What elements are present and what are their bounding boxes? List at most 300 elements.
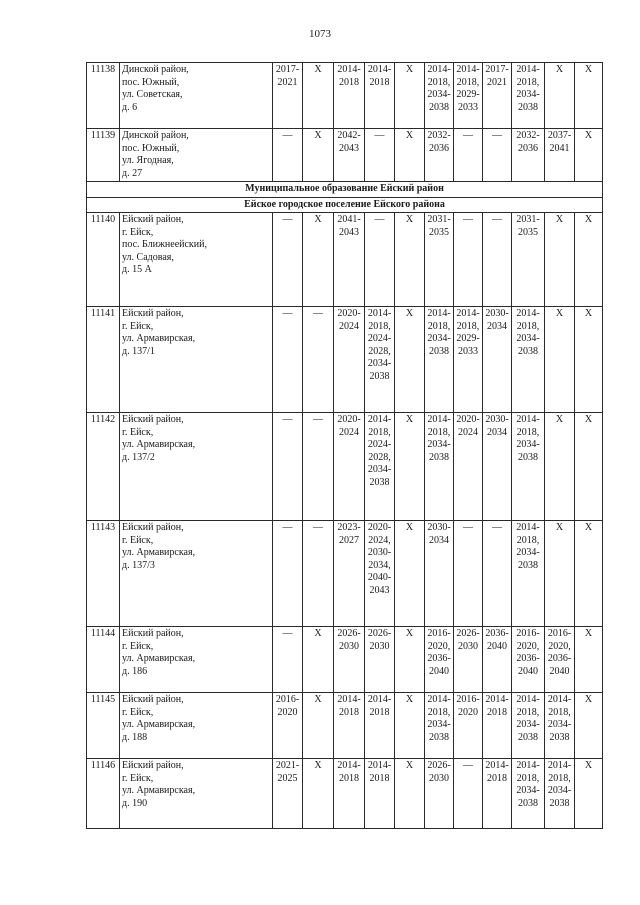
table-body-bottom — [87, 213, 603, 829]
record-number: 11142 — [87, 413, 120, 521]
period-cell — [365, 63, 395, 129]
period-cell — [575, 759, 603, 829]
period-line: 2017- — [485, 64, 509, 75]
period-cell — [395, 693, 425, 759]
period-cell — [454, 521, 483, 627]
address-cell — [120, 521, 273, 627]
address-line: д. 190 — [122, 797, 148, 809]
period-cell — [365, 129, 395, 182]
period-line: 2020 — [277, 706, 298, 718]
period-cell — [303, 213, 334, 307]
period-line: 2038 — [549, 797, 570, 809]
period-cell — [334, 521, 365, 627]
period-cell — [454, 413, 483, 521]
address-cell — [120, 759, 273, 829]
period-cell — [454, 307, 483, 413]
period-line: 2014- — [427, 414, 451, 425]
period-line: 2034- — [516, 785, 540, 796]
period-line: 2034- — [547, 719, 572, 730]
period-line: 2014- — [516, 694, 540, 705]
period-line: Х — [584, 308, 593, 319]
period-line: — — [463, 214, 473, 225]
period-cell — [454, 213, 483, 307]
period-line: 2034- — [367, 358, 392, 369]
period-cell — [334, 307, 365, 413]
period-cell — [512, 521, 545, 627]
period-line: 2018, — [368, 320, 391, 332]
period-line: Х — [314, 760, 322, 771]
period-line: 2043 — [339, 142, 359, 154]
period-cell — [273, 413, 303, 521]
period-line: 2018, — [516, 706, 540, 718]
address-line: ул. Армавирская, — [122, 653, 196, 664]
period-line: 2034 — [487, 426, 507, 438]
period-line: Х — [584, 522, 593, 533]
address-line: д. 137/1 — [122, 345, 155, 357]
period-line: 2018, — [427, 426, 451, 438]
period-line: 2024, — [368, 534, 391, 546]
period-cell — [454, 693, 483, 759]
period-line: Х — [314, 64, 322, 75]
period-cell — [425, 63, 454, 129]
period-line: — — [282, 308, 293, 319]
period-line: 2014- — [456, 308, 480, 319]
period-line: 2018 — [369, 772, 390, 784]
period-cell — [575, 129, 603, 182]
period-line: 2017- — [275, 64, 300, 75]
period-line: 2029- — [456, 333, 480, 344]
period-line: Х — [405, 522, 414, 533]
table-row — [87, 627, 603, 693]
table-row — [87, 129, 603, 182]
period-cell — [273, 521, 303, 627]
record-number: 11138 — [87, 63, 120, 129]
page-number: 1073 — [309, 28, 331, 40]
section-headers — [87, 182, 603, 213]
period-line: Х — [584, 628, 593, 639]
period-cell — [365, 759, 395, 829]
period-line: 2014- — [547, 760, 572, 771]
address-line: ул. Армавирская, — [122, 547, 196, 558]
address-cell — [120, 627, 273, 693]
period-cell — [303, 413, 334, 521]
period-line: 2014- — [516, 760, 540, 771]
period-line: 2032- — [427, 130, 451, 141]
period-line: Х — [405, 628, 414, 639]
period-line: 2024- — [367, 439, 392, 450]
period-line: 2024 — [458, 426, 478, 438]
period-line: 2016- — [547, 628, 572, 639]
record-number: 11144 — [87, 627, 120, 693]
period-cell — [395, 759, 425, 829]
period-cell — [303, 63, 334, 129]
address-line: г. Ейск, — [122, 320, 154, 332]
period-line: 2026- — [456, 628, 480, 639]
period-cell — [273, 759, 303, 829]
record-number: 11139 — [87, 129, 120, 182]
table-row — [87, 307, 603, 413]
period-cell — [545, 413, 575, 521]
period-line: 2031- — [427, 214, 451, 225]
period-cell — [512, 627, 545, 693]
period-line: — — [282, 628, 293, 639]
period-line: 2035 — [518, 226, 538, 238]
period-line: 2038 — [429, 345, 449, 357]
period-cell — [512, 693, 545, 759]
period-line: 2030- — [367, 547, 392, 558]
period-line: 2040 — [549, 665, 570, 677]
period-line: 2036- — [547, 653, 572, 664]
period-line: 2025 — [277, 772, 298, 784]
address-cell — [120, 129, 273, 182]
period-line: 2030 — [339, 640, 359, 652]
period-line: 2020- — [456, 414, 480, 425]
table-body-top — [87, 63, 603, 182]
table-row — [87, 63, 603, 129]
period-cell — [512, 63, 545, 129]
period-line: — — [313, 414, 323, 425]
address-line: ул. Советская, — [122, 89, 183, 100]
address-line: Динской район, — [122, 64, 189, 75]
period-cell — [512, 413, 545, 521]
period-line: 2018, — [427, 706, 451, 718]
address-line: ул. Армавирская, — [122, 439, 196, 450]
period-cell — [334, 63, 365, 129]
period-line: 2018, — [516, 772, 540, 784]
period-line: — — [282, 414, 293, 425]
period-line: 2034- — [516, 333, 540, 344]
period-line: 2040 — [518, 665, 538, 677]
period-line: — — [313, 308, 323, 319]
period-line: 2040 — [429, 665, 449, 677]
period-line: 2018 — [487, 772, 507, 784]
period-line: 2018, — [427, 320, 451, 332]
period-line: 2033 — [458, 345, 478, 357]
period-line: 2014- — [427, 308, 451, 319]
table-row — [87, 521, 603, 627]
period-cell — [483, 627, 512, 693]
period-line: 2026- — [337, 628, 361, 639]
period-line: 2016- — [516, 628, 540, 639]
period-line: 2034 — [429, 534, 449, 546]
period-line: 2038 — [369, 476, 390, 488]
period-line: Х — [555, 214, 564, 225]
period-line: 2018, — [548, 706, 571, 718]
period-line: 2014- — [427, 64, 451, 75]
period-line: 2038 — [369, 370, 390, 382]
period-line: 2038 — [518, 451, 538, 463]
period-cell — [395, 627, 425, 693]
period-line: Х — [584, 130, 593, 141]
period-line: 2030- — [427, 522, 451, 533]
period-line: 2014- — [367, 694, 392, 705]
period-line: 2024 — [339, 426, 359, 438]
table-row — [87, 213, 603, 307]
address-line: д. 27 — [122, 167, 143, 179]
address-line: Ейский район, — [122, 522, 184, 533]
period-line: 2020, — [427, 640, 451, 652]
period-line: 2014- — [516, 64, 540, 75]
period-line: 2014- — [547, 694, 572, 705]
period-cell — [545, 521, 575, 627]
period-cell — [425, 129, 454, 182]
address-cell — [120, 413, 273, 521]
period-cell — [512, 759, 545, 829]
period-cell — [273, 129, 303, 182]
period-cell — [512, 307, 545, 413]
register-table — [86, 62, 603, 829]
period-line: 2014- — [516, 522, 540, 533]
period-cell — [545, 627, 575, 693]
period-line: 2028, — [368, 345, 391, 357]
period-cell — [303, 627, 334, 693]
address-line: д. 137/2 — [122, 451, 155, 463]
period-cell — [425, 307, 454, 413]
address-line: Ейский район, — [122, 414, 184, 425]
table-row — [87, 759, 603, 829]
period-line: — — [282, 214, 293, 225]
period-line: — — [492, 130, 502, 141]
period-cell — [425, 413, 454, 521]
period-cell — [365, 413, 395, 521]
period-line: Х — [314, 694, 322, 705]
period-cell — [575, 413, 603, 521]
period-line: 2026- — [367, 628, 392, 639]
period-line: 2023- — [337, 522, 361, 533]
period-line: 2014- — [337, 64, 361, 75]
section-title-settlement: Ейское городское поселение Ейского района — [87, 197, 603, 213]
period-line: 2034, — [368, 559, 391, 571]
period-line: Х — [555, 522, 564, 533]
period-line: 2018, — [516, 76, 540, 88]
period-cell — [575, 521, 603, 627]
address-line: Ейский район, — [122, 308, 184, 319]
address-line: ул. Армавирская, — [122, 333, 196, 344]
period-line: 2038 — [429, 101, 449, 113]
record-number: 11143 — [87, 521, 120, 627]
period-line: 2020- — [337, 414, 361, 425]
period-line: — — [463, 522, 473, 533]
period-line: 2018 — [369, 706, 390, 718]
address-line: Ейский район, — [122, 214, 184, 225]
period-cell — [454, 63, 483, 129]
period-line: 2043 — [339, 226, 359, 238]
period-line: 2014- — [367, 64, 392, 75]
period-line: Х — [314, 214, 322, 225]
period-line: 2034- — [516, 89, 540, 100]
period-line: 2014- — [485, 760, 509, 771]
period-cell — [545, 693, 575, 759]
period-line: 2020 — [458, 706, 478, 718]
period-cell — [395, 413, 425, 521]
period-cell — [303, 693, 334, 759]
period-cell — [395, 307, 425, 413]
period-line: 2014- — [427, 694, 451, 705]
period-line: 2040 — [487, 640, 507, 652]
period-line: 2030- — [485, 308, 509, 319]
period-line: 2018, — [456, 320, 480, 332]
period-line: 2014- — [516, 414, 540, 425]
period-line: Х — [405, 308, 414, 319]
period-line: Х — [584, 414, 593, 425]
period-cell — [512, 129, 545, 182]
period-line: 2036- — [516, 653, 540, 664]
period-line: 2027 — [339, 534, 359, 546]
period-cell — [334, 213, 365, 307]
address-line: д. 137/3 — [122, 559, 155, 571]
period-cell — [545, 759, 575, 829]
period-line: — — [492, 214, 502, 225]
address-line: г. Ейск, — [122, 640, 154, 652]
period-line: 2018 — [339, 76, 359, 88]
period-line: Х — [555, 64, 564, 75]
period-line: 2014- — [367, 414, 392, 425]
period-cell — [273, 307, 303, 413]
period-line: 2020- — [367, 522, 392, 533]
record-number: 11146 — [87, 759, 120, 829]
period-cell — [303, 307, 334, 413]
period-line: 2034- — [427, 333, 451, 344]
period-cell — [365, 627, 395, 693]
period-cell — [334, 693, 365, 759]
period-cell — [512, 213, 545, 307]
period-line: — — [374, 214, 385, 225]
address-line: г. Ейск, — [122, 534, 154, 546]
period-cell — [273, 693, 303, 759]
period-cell — [545, 213, 575, 307]
address-line: Ейский район, — [122, 760, 184, 771]
period-cell — [334, 413, 365, 521]
table-row — [87, 413, 603, 521]
period-line: Х — [405, 414, 414, 425]
period-line: 2043 — [369, 584, 390, 596]
period-cell — [454, 759, 483, 829]
period-cell — [545, 307, 575, 413]
period-cell — [425, 627, 454, 693]
period-line: 2034- — [427, 89, 451, 100]
period-line: 2018, — [516, 426, 540, 438]
period-cell — [575, 63, 603, 129]
period-cell — [545, 129, 575, 182]
period-cell — [575, 307, 603, 413]
period-line: 2034- — [427, 719, 451, 730]
period-line: — — [282, 130, 293, 141]
period-line: Х — [314, 130, 322, 141]
period-line: Х — [555, 414, 564, 425]
period-line: 2041- — [337, 214, 361, 225]
address-cell — [120, 213, 273, 307]
section-row-settlement — [87, 197, 603, 213]
address-line: ул. Армавирская, — [122, 785, 196, 796]
period-cell — [575, 693, 603, 759]
period-cell — [334, 627, 365, 693]
period-cell — [273, 213, 303, 307]
period-line: 2024 — [339, 320, 359, 332]
address-cell — [120, 63, 273, 129]
period-line: 2030 — [429, 772, 449, 784]
address-line: Динской район, — [122, 130, 189, 141]
period-line: 2016- — [456, 694, 480, 705]
period-line: 2018, — [516, 534, 540, 546]
period-line: 2021 — [277, 76, 298, 88]
period-line: 2014- — [485, 694, 509, 705]
period-line: 2021 — [487, 76, 507, 88]
period-line: 2020, — [548, 640, 571, 652]
period-line: 2018, — [368, 426, 391, 438]
section-row-municipal — [87, 182, 603, 198]
period-line: 2030- — [485, 414, 509, 425]
period-line: 2018 — [339, 706, 359, 718]
period-line: 2038 — [518, 345, 538, 357]
period-line: 2038 — [549, 731, 570, 743]
period-line: 2036 — [429, 142, 449, 154]
address-line: ул. Армавирская, — [122, 719, 196, 730]
period-line: 2036 — [518, 142, 538, 154]
period-line: 2034- — [367, 464, 392, 475]
period-line: 2014- — [516, 308, 540, 319]
period-line: 2024- — [367, 333, 392, 344]
period-line: 2034- — [516, 439, 540, 450]
period-cell — [273, 627, 303, 693]
period-line: Х — [405, 694, 414, 705]
period-cell — [365, 693, 395, 759]
period-cell — [575, 213, 603, 307]
period-line: 2036- — [485, 628, 509, 639]
period-cell — [365, 213, 395, 307]
period-line: 2030 — [458, 640, 478, 652]
period-line: 2035 — [429, 226, 449, 238]
period-line: 2018 — [369, 76, 390, 88]
period-line: Х — [584, 760, 593, 771]
period-line: 2014- — [337, 694, 361, 705]
period-cell — [454, 129, 483, 182]
period-cell — [575, 627, 603, 693]
address-cell — [120, 693, 273, 759]
period-cell — [425, 213, 454, 307]
record-number: 11141 — [87, 307, 120, 413]
period-line: 2034- — [516, 719, 540, 730]
address-line: ул. Садовая, — [122, 251, 174, 263]
period-cell — [303, 129, 334, 182]
period-line: 2034- — [547, 785, 572, 796]
period-line: 2040- — [367, 572, 392, 583]
address-line: г. Ейск, — [122, 226, 154, 238]
period-line: 2031- — [516, 214, 540, 225]
period-line: — — [374, 130, 385, 141]
period-cell — [303, 521, 334, 627]
address-line: д. 6 — [122, 101, 138, 113]
period-cell — [395, 521, 425, 627]
period-cell — [365, 307, 395, 413]
period-line: Х — [405, 214, 414, 225]
period-line: 2026- — [427, 760, 451, 771]
period-line: 2038 — [429, 731, 449, 743]
address-line: пос. Южный, — [122, 76, 180, 88]
table-row — [87, 693, 603, 759]
period-line: 2018, — [516, 320, 540, 332]
period-cell — [395, 213, 425, 307]
period-cell — [483, 213, 512, 307]
address-line: д. 186 — [122, 665, 148, 677]
section-title-municipal: Муниципальное образование Ейский район — [87, 182, 603, 198]
period-line: — — [313, 522, 323, 533]
address-line: пос. Южный, — [122, 142, 180, 154]
period-line: 2018, — [456, 76, 480, 88]
period-line: 2038 — [518, 731, 538, 743]
period-line: 2020, — [516, 640, 540, 652]
period-line: 2014- — [456, 64, 480, 75]
period-line: 2038 — [518, 559, 538, 571]
